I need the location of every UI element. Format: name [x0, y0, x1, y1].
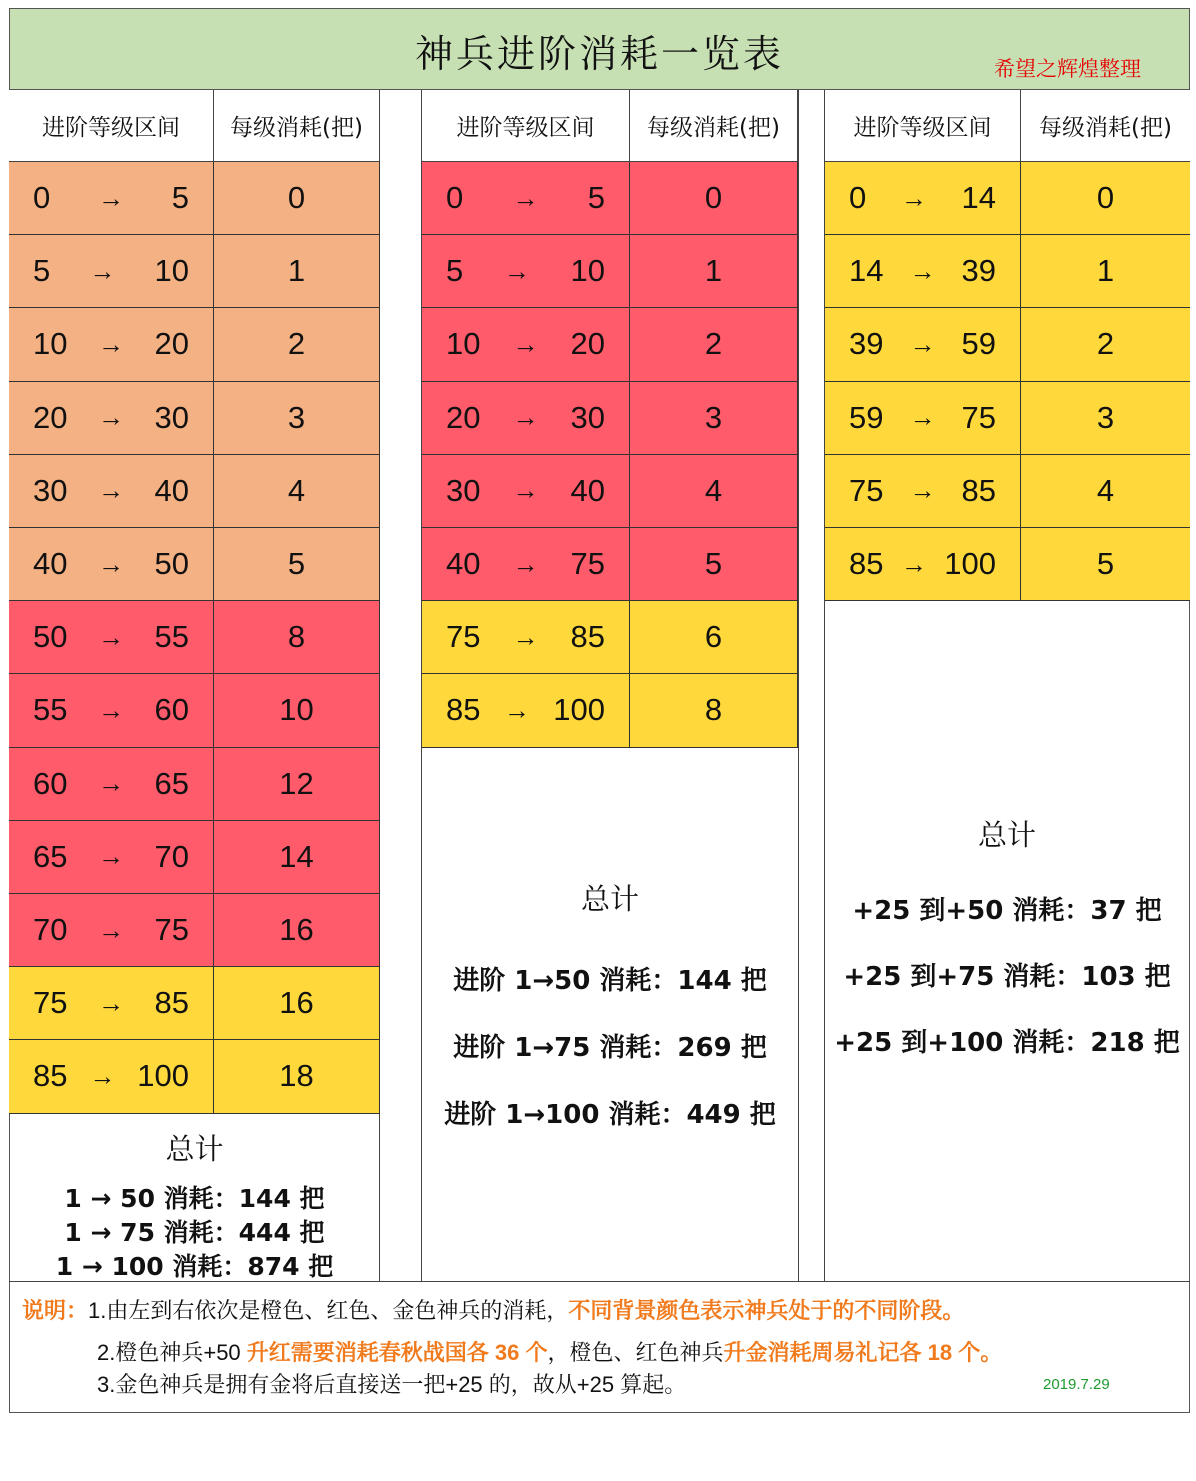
range-from: 85 — [33, 1058, 68, 1094]
cost-cell: 5 — [630, 528, 798, 601]
table-row — [422, 455, 798, 528]
cost-cell: 2 — [1021, 308, 1190, 381]
column-gap — [380, 90, 422, 1281]
range-cell — [825, 235, 1021, 308]
arrow-right-icon: → — [89, 1060, 116, 1091]
header-range: 进阶等级区间 — [825, 90, 1021, 162]
table-row — [422, 308, 798, 381]
range-from: 85 — [849, 546, 884, 582]
arrow-right-icon: → — [98, 548, 124, 579]
total-line: 1 → 50 消耗：144 把 — [64, 1184, 325, 1213]
range-from: 5 — [33, 253, 51, 289]
arrow-right-icon: → — [98, 987, 124, 1018]
arrow-right-icon: → — [512, 548, 539, 579]
cost-cell: 0 — [630, 162, 798, 235]
range-from: 60 — [33, 765, 68, 801]
author-credit: 希望之辉煌整理 — [994, 57, 1141, 81]
cost-cell: 5 — [1021, 528, 1190, 601]
page-title: 神兵进阶消耗一览表 — [414, 32, 784, 76]
cost-cell: 3 — [1021, 382, 1190, 455]
range-to: 60 — [154, 692, 189, 728]
cost-cell: 16 — [214, 894, 380, 967]
cost-cell: 0 — [214, 162, 380, 235]
table-row — [825, 528, 1190, 601]
arrow-right-icon: → — [98, 402, 124, 433]
header-range: 进阶等级区间 — [9, 90, 214, 162]
header-cost: 每级消耗(把) — [1021, 90, 1190, 162]
range-from: 55 — [33, 692, 68, 728]
arrow-right-icon: → — [512, 182, 539, 213]
table-row — [422, 528, 798, 601]
table-row — [9, 748, 380, 821]
range-cell — [422, 455, 630, 528]
table-row — [9, 1040, 380, 1113]
range-from: 65 — [33, 838, 68, 874]
arrow-right-icon: → — [512, 402, 539, 433]
range-cell — [9, 894, 214, 967]
range-to: 14 — [961, 180, 996, 216]
total-title: 总计 — [580, 882, 639, 916]
range-to: 75 — [961, 399, 996, 435]
range-cell — [825, 455, 1021, 528]
range-cell — [9, 528, 214, 601]
range-to: 65 — [154, 765, 189, 801]
range-to: 85 — [154, 985, 189, 1021]
range-from: 50 — [33, 619, 68, 655]
range-cell — [422, 235, 630, 308]
range-cell — [825, 382, 1021, 455]
range-to: 75 — [154, 912, 189, 948]
range-to: 85 — [961, 472, 996, 508]
cost-cell: 3 — [214, 382, 380, 455]
total-line: +25 到+75 消耗：103 把 — [843, 962, 1171, 992]
range-from: 0 — [33, 180, 51, 216]
arrow-right-icon: → — [98, 768, 124, 799]
range-to: 100 — [553, 692, 605, 728]
range-from: 0 — [446, 180, 464, 216]
arrow-right-icon: → — [900, 182, 927, 213]
range-to: 39 — [961, 253, 996, 289]
total-line: +25 到+50 消耗：37 把 — [852, 896, 1162, 926]
total-line: 进阶 1→50 消耗：144 把 — [453, 966, 767, 996]
table-row — [9, 601, 380, 674]
arrow-right-icon: → — [98, 182, 124, 213]
total-orange — [9, 1127, 380, 1284]
header-cost: 每级消耗(把) — [214, 90, 380, 162]
table-row — [825, 235, 1190, 308]
range-from: 5 — [446, 253, 464, 289]
cost-cell: 16 — [214, 967, 380, 1040]
cost-cell: 1 — [630, 235, 798, 308]
column-gap — [799, 90, 825, 1281]
range-from: 39 — [849, 326, 884, 362]
note-text: ，橙色、红色神兵 — [547, 1340, 724, 1365]
arrow-right-icon: → — [98, 621, 124, 652]
range-to: 70 — [154, 838, 189, 874]
table-row — [825, 162, 1190, 235]
range-cell — [825, 528, 1021, 601]
table-row — [825, 308, 1190, 381]
table-row — [9, 308, 380, 381]
cost-cell: 14 — [214, 821, 380, 894]
range-from: 75 — [33, 985, 68, 1021]
total-line: 1 → 100 消耗：874 把 — [55, 1252, 334, 1281]
range-cell — [9, 382, 214, 455]
table-row — [9, 382, 380, 455]
cost-cell: 4 — [630, 455, 798, 528]
cost-cell: 10 — [214, 674, 380, 747]
total-red — [421, 877, 799, 1149]
arrow-right-icon: → — [98, 475, 124, 506]
note-line-3 — [97, 1368, 686, 1399]
range-to: 85 — [570, 619, 605, 655]
table-row — [825, 455, 1190, 528]
range-to: 40 — [570, 472, 605, 508]
range-to: 20 — [154, 326, 189, 362]
cost-cell: 5 — [214, 528, 380, 601]
range-to: 5 — [587, 180, 605, 216]
arrow-right-icon: → — [98, 841, 124, 872]
range-cell — [9, 308, 214, 381]
range-to: 100 — [944, 546, 996, 582]
range-cell — [9, 674, 214, 747]
cost-cell: 0 — [1021, 162, 1190, 235]
arrow-right-icon: → — [900, 548, 927, 579]
arrow-right-icon: → — [909, 402, 936, 433]
total-title: 总计 — [165, 1132, 224, 1166]
total-line: +25 到+100 消耗：218 把 — [834, 1028, 1180, 1058]
cost-cell: 12 — [214, 748, 380, 821]
cost-cell: 1 — [1021, 235, 1190, 308]
range-from: 10 — [33, 326, 68, 362]
range-to: 50 — [154, 546, 189, 582]
table-row — [422, 235, 798, 308]
arrow-right-icon: → — [503, 255, 530, 286]
cost-cell: 2 — [214, 308, 380, 381]
range-from: 20 — [446, 399, 481, 435]
range-cell — [422, 528, 630, 601]
range-from: 14 — [849, 253, 884, 289]
table-orange — [9, 90, 380, 1281]
range-cell — [9, 235, 214, 308]
range-to: 55 — [154, 619, 189, 655]
total-line: 进阶 1→100 消耗：449 把 — [444, 1100, 776, 1130]
note-highlight: 升红需要消耗春秋战国各 36 个 — [246, 1340, 548, 1365]
range-cell — [422, 162, 630, 235]
table-row — [9, 528, 380, 601]
range-cell — [825, 162, 1021, 235]
title-bar — [9, 8, 1190, 90]
arrow-right-icon: → — [512, 621, 539, 652]
table-row — [825, 382, 1190, 455]
cost-cell: 18 — [214, 1040, 380, 1113]
range-from: 85 — [446, 692, 481, 728]
arrow-right-icon: → — [98, 914, 124, 945]
total-line: 1 → 75 消耗：444 把 — [64, 1218, 325, 1247]
cost-cell: 6 — [630, 601, 798, 674]
arrow-right-icon: → — [98, 328, 124, 359]
arrow-right-icon: → — [512, 328, 539, 359]
range-from: 20 — [33, 399, 68, 435]
table-row — [422, 674, 798, 747]
range-to: 10 — [154, 253, 189, 289]
cost-cell: 3 — [630, 382, 798, 455]
note-highlight: 升金消耗周易礼记各 18 个。 — [723, 1340, 1003, 1365]
table-row — [422, 382, 798, 455]
table-row — [9, 674, 380, 747]
range-from: 40 — [33, 546, 68, 582]
range-cell — [422, 308, 630, 381]
range-from: 0 — [849, 180, 867, 216]
range-to: 100 — [137, 1058, 189, 1094]
note-text: 2.橙色神兵+50 — [97, 1340, 247, 1365]
range-to: 30 — [570, 399, 605, 435]
range-cell — [9, 967, 214, 1040]
cost-cell: 1 — [214, 235, 380, 308]
table-row — [9, 894, 380, 967]
range-from: 75 — [849, 472, 884, 508]
table-gold — [824, 90, 1190, 1281]
table-row — [9, 455, 380, 528]
range-cell — [422, 601, 630, 674]
range-cell — [422, 674, 630, 747]
cost-cell: 8 — [630, 674, 798, 747]
table-row — [9, 967, 380, 1040]
cost-cell: 4 — [214, 455, 380, 528]
notes-label: 说明： — [22, 1298, 89, 1323]
range-cell — [825, 308, 1021, 381]
range-cell — [9, 821, 214, 894]
arrow-right-icon: → — [98, 694, 124, 725]
range-to: 75 — [570, 546, 605, 582]
range-to: 5 — [171, 180, 189, 216]
arrow-right-icon: → — [503, 694, 530, 725]
cost-cell: 4 — [1021, 455, 1190, 528]
table-row — [9, 821, 380, 894]
arrow-right-icon: → — [89, 255, 116, 286]
table-row — [9, 235, 380, 308]
range-cell — [422, 382, 630, 455]
range-to: 30 — [154, 399, 189, 435]
cost-cell: 8 — [214, 601, 380, 674]
arrow-right-icon: → — [512, 475, 539, 506]
range-from: 59 — [849, 399, 884, 435]
range-to: 59 — [961, 326, 996, 362]
note-line-2 — [97, 1336, 1002, 1367]
header-cost: 每级消耗(把) — [630, 90, 798, 162]
range-from: 30 — [33, 472, 68, 508]
note-text: 3.金色神兵是拥有金将后直接送一把+25 的，故从+25 算起。 — [97, 1372, 687, 1397]
total-title: 总计 — [977, 818, 1036, 852]
range-to: 10 — [570, 253, 605, 289]
range-cell — [9, 601, 214, 674]
table-row — [422, 601, 798, 674]
range-from: 30 — [446, 472, 481, 508]
arrow-right-icon: → — [909, 328, 936, 359]
date-stamp: 2019.7.29 — [1043, 1376, 1110, 1393]
range-from: 10 — [446, 326, 481, 362]
range-to: 40 — [154, 472, 189, 508]
total-gold — [824, 813, 1190, 1076]
cost-cell: 2 — [630, 308, 798, 381]
note-text: 1.由左到右依次是橙色、红色、金色神兵的消耗， — [88, 1298, 569, 1323]
table-row — [9, 162, 380, 235]
range-from: 40 — [446, 546, 481, 582]
arrow-right-icon: → — [909, 475, 936, 506]
range-to: 20 — [570, 326, 605, 362]
range-from: 75 — [446, 619, 481, 655]
total-line: 进阶 1→75 消耗：269 把 — [453, 1033, 767, 1063]
arrow-right-icon: → — [909, 255, 936, 286]
note-line-1 — [22, 1294, 964, 1325]
range-cell — [9, 1040, 214, 1113]
header-range: 进阶等级区间 — [422, 90, 630, 162]
range-from: 70 — [33, 912, 68, 948]
range-cell — [9, 748, 214, 821]
range-cell — [9, 162, 214, 235]
note-highlight: 不同背景颜色表示神兵处于的不同阶段。 — [568, 1298, 965, 1323]
range-cell — [9, 455, 214, 528]
table-row — [422, 162, 798, 235]
